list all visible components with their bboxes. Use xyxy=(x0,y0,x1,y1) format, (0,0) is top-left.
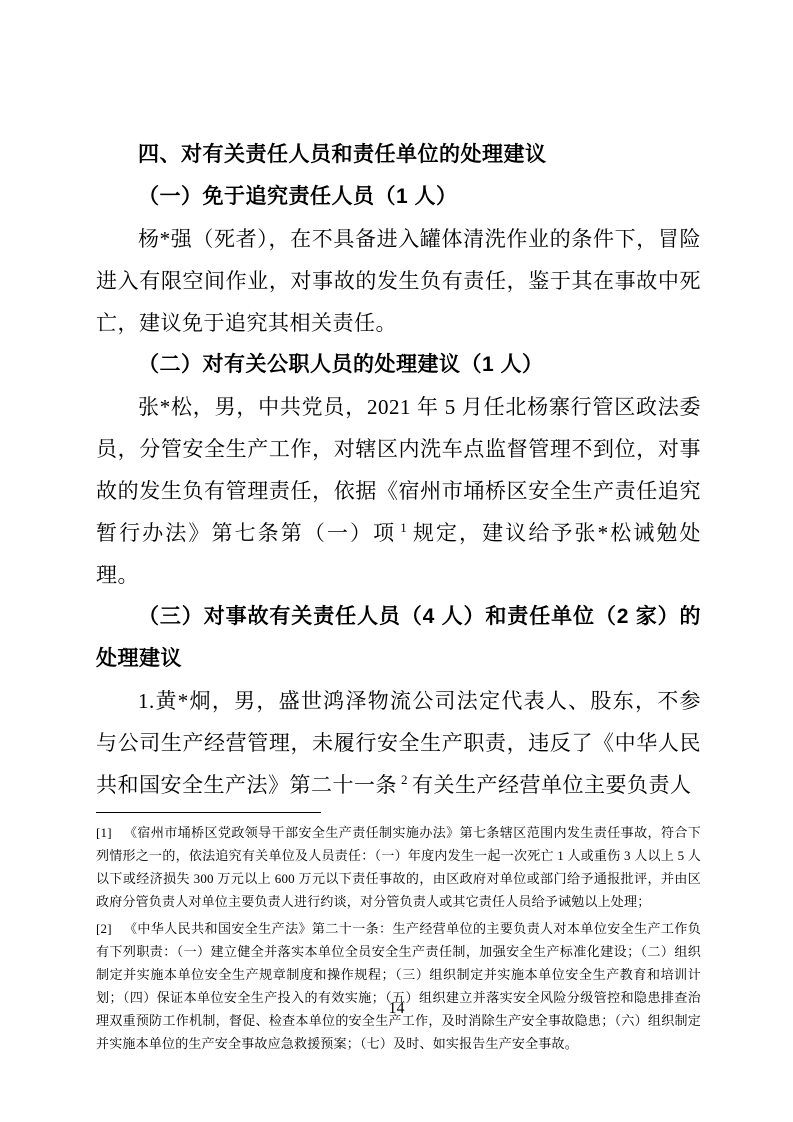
paragraph-yang: 杨*强（死者），在不具备进入罐体清洗作业的条件下，冒险进入有限空间作业，对事故的发生负有责任，鉴于其在事故中死亡，建议免于追究其相关责任。 xyxy=(96,227,701,335)
subsection-title-1: （一）免于追究责任人员（1 人） xyxy=(138,185,458,208)
footnote-ref-1: 1 xyxy=(400,520,408,535)
footnote-2-marker: [2] xyxy=(96,921,112,936)
paragraph-huang-text: 1.黄*炯，男，盛世鸿泽物流公司法定代表人、股东，不参与公司生产经营管理，未履行安全生产职责，违反了《中华人民共和国安全生产法》第二十一条 xyxy=(96,689,701,797)
paragraph-huang xyxy=(96,680,701,806)
paragraph-zhang xyxy=(96,386,701,596)
paragraph-zhang-text-after: 规定，建议给予张*松诫勉处理。 xyxy=(96,521,701,587)
subsection-title-2: （二）对有关公职人员的处理建议（1 人） xyxy=(138,353,544,376)
subsection-title-3: （三）对事故有关责任人员（4 人）和责任单位（2 家）的处理建议 xyxy=(96,605,701,670)
paragraph-zhang-text: 张*松，男，中共党员，2021 年 5 月任北杨寨行管区政法委员，分管安全生产工作，对辖区内洗车点监督管理不到位，对事故的发生负有管理责任，依据《宿州市埇桥区安全生产责任追究暂行办法》第七条第（一）项 xyxy=(96,395,701,545)
page-number: 14 xyxy=(388,1000,405,1017)
section-heading-4: 四、对有关责任人员和责任单位的处理建议 xyxy=(138,143,547,166)
footnote-2-text: 《中华人民共和国安全生产法》第二十一条：生产经营单位的主要负责人对本单位安全生产工作负有下列职责：（一）建立健全并落实本单位全员安全生产责任制，加强安全生产标准化建设；（二）组织制定并实施本单位安全生产规章制度和操作规程；（三）组织制定并实施本单位安全生产教育和培训计划；（四）保证本单位安全生产投入的有效实施；（五）组织建立并落实安全风险分级管控和隐患排查治理双重预防工作机制，督促、检查本单位的安全生产工作，及时消除生产安全事故隐患；（六）组织制定并实施本单位的生产安全事故应急救援预案；（七）及时、如实报告生产安全事故。 xyxy=(96,921,701,1051)
footnote-separator xyxy=(96,812,321,813)
footnote-area xyxy=(96,812,701,1055)
footnote-ref-2: 2 xyxy=(401,772,408,787)
paragraph-huang-text-after: 有关生产经营单位主要负责人 xyxy=(412,773,692,797)
footnote-2 xyxy=(96,917,701,1055)
footnote-1-marker: [1] xyxy=(96,825,112,840)
footnote-1-text: 《宿州市埇桥区党政领导干部安全生产责任制实施办法》第七条辖区范围内发生责任事故，符合下列情形之一的，依法追究有关单位及人员责任：（一）年度内发生一起一次死亡 1 人或重伤 3 人以上 5 人以下或经济损失 300 万元以上 600 万元以下责任事故的，由区政府对单位或部门给予通报批评，并由区政府分管负责人对单位主要负责人进行约谈，对分管负责人或其它责任人员给予诫勉以上处理； xyxy=(96,825,701,909)
footnote-1 xyxy=(96,821,701,913)
